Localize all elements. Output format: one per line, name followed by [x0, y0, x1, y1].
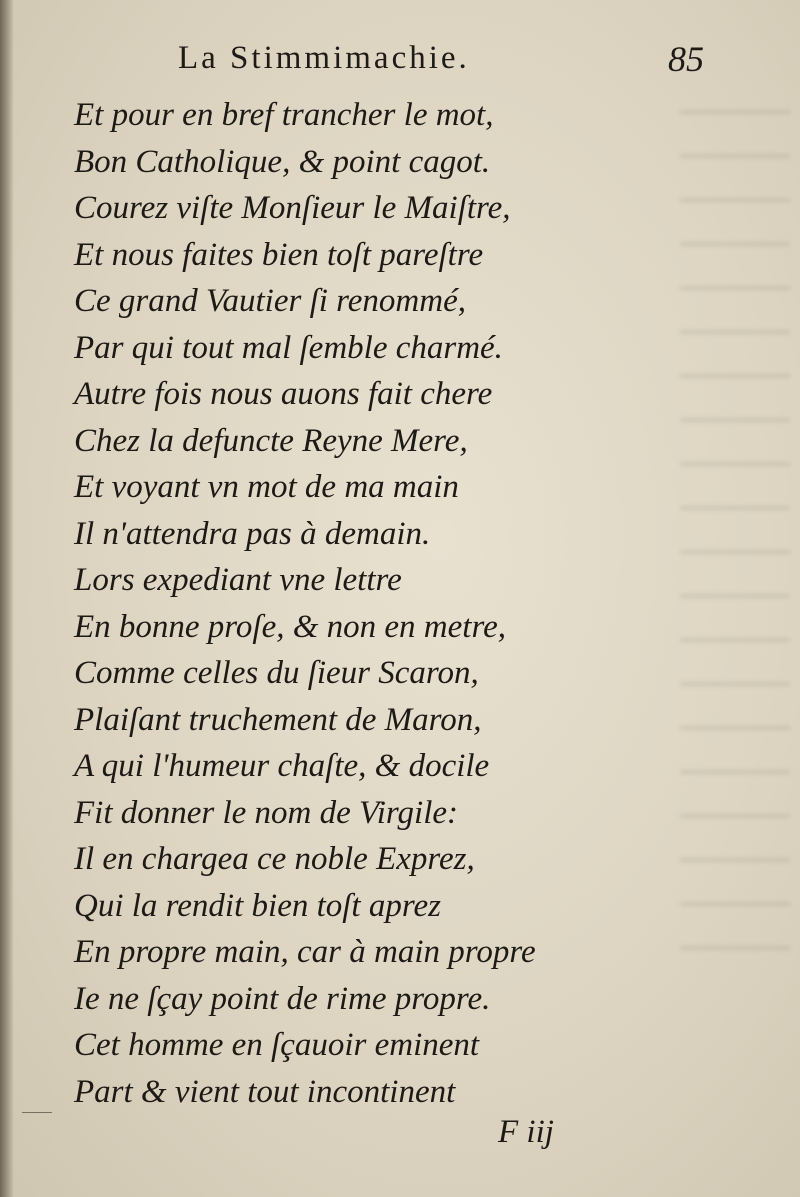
page-number: 85 [668, 39, 704, 79]
signature-mark: F iij [498, 1114, 554, 1150]
verse-line: En bonne proſe, & non en metre, [74, 608, 506, 645]
verse-line: Bon Catholique, & point cagot. [74, 143, 491, 180]
verse-line: Et voyant vn mot de ma main [74, 469, 459, 505]
verse-line: A qui l'humeur chaſte, & docile [74, 748, 490, 784]
verse-line: Ce grand Vautier ſi renommé, [74, 283, 466, 319]
running-head: La Stimmimachie. [178, 40, 470, 76]
verse-line: Ie ne ſçay point de rime propre. [74, 980, 491, 1017]
verse-line: Chez la defuncte Reyne Mere, [74, 422, 468, 459]
verse-line: Il en chargea ce noble Exprez, [74, 841, 475, 877]
verse-line: Plaiſant truchement de Maron, [74, 701, 482, 738]
verse-line: Cet homme en ſçauoir eminent [74, 1027, 480, 1063]
verse-block [74, 92, 634, 1115]
verse-line: Fit donner le nom de Virgile: [74, 794, 458, 831]
verse-line: En propre main, car à main propre [74, 934, 536, 970]
verse-line: Part & vient tout incontinent [74, 1073, 456, 1110]
verse-line: Et nous faites bien toſt pareſtre [74, 236, 484, 273]
verse-line: Qui la rendit bien toſt aprez [74, 887, 441, 924]
verse-line: Et pour en bref trancher le mot, [74, 97, 494, 133]
verse-line: Courez viſte Monſieur le Maiſtre, [74, 190, 511, 226]
verse-line: Comme celles du ſieur Scaron, [74, 655, 479, 691]
show-through-text [680, 80, 790, 980]
verse-line: Il n'attendra pas à demain. [74, 515, 431, 552]
verse-line: Lors expediant vne lettre [74, 562, 402, 598]
verse-line: Par qui tout mal ſemble charmé. [74, 329, 503, 366]
margin-mark [22, 1112, 52, 1113]
page-binding-edge [0, 0, 14, 1197]
verse-line: Autre fois nous auons fait chere [74, 376, 493, 412]
